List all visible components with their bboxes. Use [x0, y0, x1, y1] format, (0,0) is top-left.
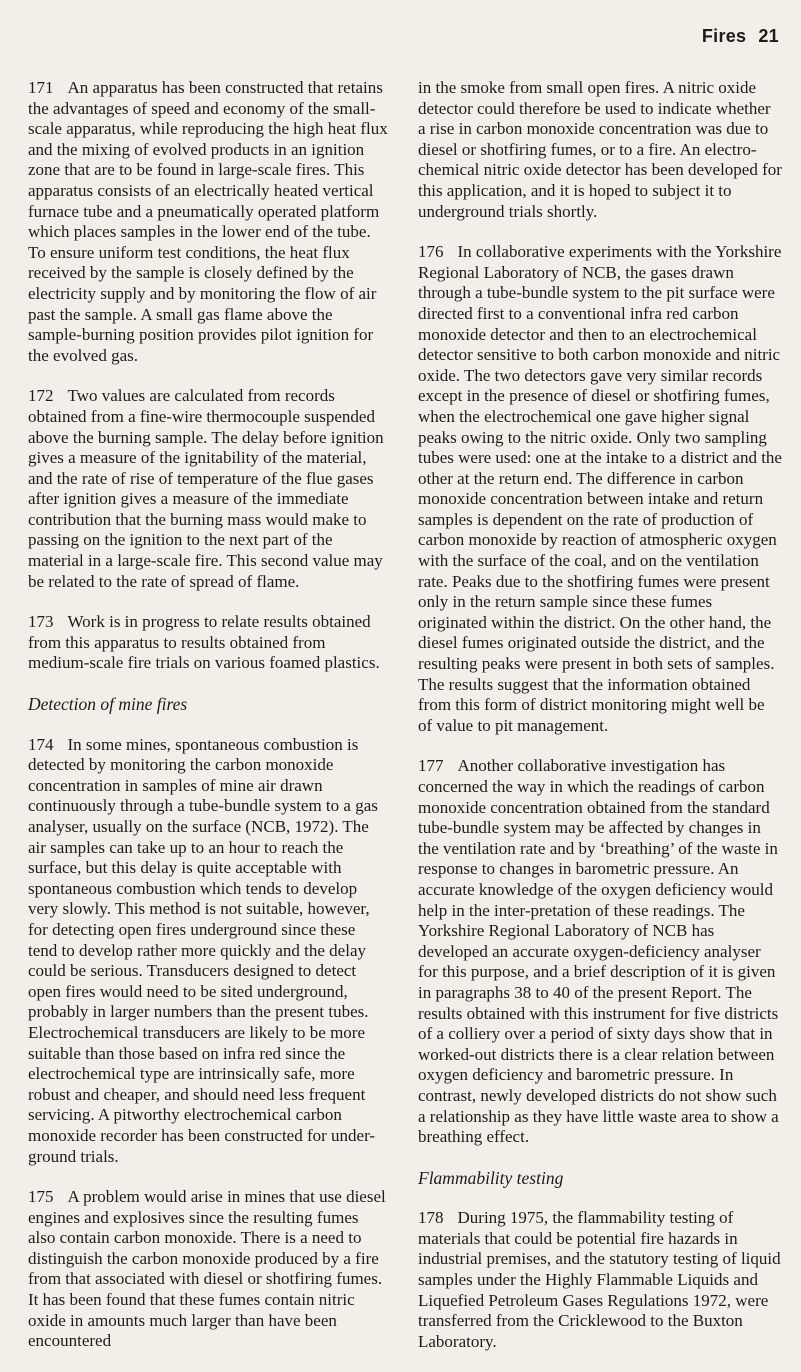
- paragraph-text: An apparatus has been constructed that retains the advantages of speed and economy of the small-scale apparatus, while reproducing the high heat flux and the mixing of evolved products in an ignition zone that are to be found in large-scale fires. This apparatus consists of an electrically heated vertical furnace tube and a pneumatically operated platform which places samples in the lower end of the tube. To ensure uniform test conditions, the heat flux received by the sample is closely defined by the electricity supply and by monitoring the flow of air past the sample. A small gas flame above the sample-burning position provides pilot ignition for the evolved gas.: [28, 78, 388, 365]
- paragraph-number: 172: [28, 386, 54, 406]
- paragraph-172: [28, 386, 388, 592]
- page-number: 21: [758, 26, 779, 46]
- paragraph-number: 176: [418, 242, 444, 262]
- paragraph-number: 175: [28, 1187, 54, 1207]
- paragraph-number: 173: [28, 612, 54, 632]
- paragraph-text: In some mines, spontaneous combustion is detected by monitoring the carbon monoxide concentration in samples of mine air drawn continuously through a tube-bundle system to a gas analyser, usually on the surface (: [28, 734, 378, 836]
- paragraph-number: 174: [28, 734, 54, 754]
- running-title: Fires: [701, 26, 747, 46]
- right-column: [418, 78, 782, 1372]
- paragraph-175: [28, 1187, 388, 1352]
- paragraph-text: has developed an accurate oxygen-deficiency analyser for this purpose, and a brief description of it is given in paragraphs 38 to 40 of the present Report. The results obtained with this instrument for five districts of a colliery over a period of sixty days show that in worked-out districts there is a clear relation between oxygen deficiency and barometric pressure. In contrast, newly developed districts do not show such a relationship as they have little waste area to show a breathing effect.: [418, 921, 779, 1147]
- abbreviation-ncb: NCB: [652, 921, 688, 941]
- paragraph-number: 177: [418, 756, 444, 776]
- paragraph-text: , 1972). The air samples can take up to an hour to reach the surface, but this delay is quite acceptable with spontaneous combustion which tends to develop very slowly. This method is not suitable, however, for detecting open fires underground since these tend to develop rather more quickly and the delay could be serious. Transducers designed to detect open fires would need to be sited underground, probably in larger numbers than the present tubes. Electrochemical transducers are likely to be more suitable than those based on infra red since the electrochemical type are intrinsically safe, more robust and cheaper, and should need less frequent servicing. A pitworthy electrochemical carbon monoxide recorder has been constructed for under-ground trials.: [28, 817, 376, 1166]
- paragraph-text: Two values are calculated from records obtained from a fine-wire thermocouple suspended above the burning sample. The delay before ignition gives a measure of the ignitability of the material, and the rate of rise of temperature of the flue gases after ignition gives a measure of the immediate contribution that the burning mass would make to passing on the ignition to the next part of the material in a large-scale fire. This second value may be related to the rate of spread of flame.: [28, 386, 384, 591]
- paragraph-171: [28, 78, 388, 366]
- paragraph-173: [28, 612, 388, 674]
- paragraph-175-continued: in the smoke from small open fires. A nitric oxide detector could therefore be used to indicate whether a rise in carbon monoxide concentration was due to diesel or shotfiring fumes, or to a fire. An electro-chemical nitric oxide detector has been developed for this application, and it is hoped to subject it to underground trials shortly.: [418, 78, 782, 221]
- paragraph-177: [418, 756, 782, 1147]
- paragraph-number: 178: [418, 1208, 444, 1228]
- paragraph-text: During 1975, the flammability testing of materials that could be potential fire hazards in industrial premises, and the statutory testing of liquid samples under the Highly Flammable Liquids and Liquefied Petroleum Gases Regulations 1972, were transferred from the Cricklewood to the Buxton Laboratory.: [418, 1208, 781, 1351]
- paragraph-176: [418, 242, 782, 736]
- section-heading-flammability: Flammability testing: [418, 1167, 564, 1188]
- paragraph-174: [28, 735, 388, 1167]
- paragraph-text: , the gases drawn through a tube-bundle system to the pit surface were directed first to a conventional infra red carbon monoxide detector and then to an electrochemical detector sensitive to both carbon monoxide and nitric oxide. The two detectors gave very similar records except in the presence of diesel or shotfiring fumes, when the electrochemical one gave higher signal peaks owing to the nitric oxide. Only two sampling tubes were used: one at the intake to a district and the other at the return end. The difference in carbon monoxide concentration between intake and return samples is dependent on the rate of production of carbon monoxide by reaction of atmospheric oxygen with the surface of the coal, and on the ventilation rate. Peaks due to the shotfiring fumes were present only in the return sample since these fumes originated within the district. On the other hand, the diesel fumes originated outside the district, and the resulting peaks were present in both sets of samples. The results suggest that the information obtained from this form of district monitoring might well be of value to pit management.: [418, 262, 782, 735]
- abbreviation-ncb: NCB: [251, 817, 287, 836]
- abbreviation-ncb: NCB: [581, 262, 617, 282]
- paragraph-178: [418, 1208, 782, 1352]
- paragraph-number: 171: [28, 78, 54, 97]
- left-column: [28, 78, 388, 1372]
- paragraph-text: In collaborative experiments with the Yorkshire Regional Laboratory of: [418, 242, 782, 282]
- section-heading-detection: Detection of mine fires: [28, 694, 188, 715]
- paragraph-text: Another collaborative investigation has concerned the way in which the readings of carbon monoxide concentration obtained from the standard tube-bundle system may be affected by changes in the ventilation rate and by ‘breathing’ of the waste in response to changes in barometric pressure. An accurate knowledge of the oxygen deficiency would help in the inter-pretation of these readings. The Yorkshire Regional Laboratory of: [418, 756, 778, 941]
- page-header: [702, 26, 779, 47]
- paragraph-text: Work is in progress to relate results obtained from this apparatus to results obtained from medium-scale fire trials on various foamed plastics.: [28, 612, 380, 673]
- paragraph-text: A problem would arise in mines that use diesel engines and explosives since the resulting fumes also contain carbon monoxide. There is a need to distinguish the carbon monoxide produced by a fire from that associated with diesel or shotfiring fumes. It has been found that these fumes contain nitric oxide in amounts much larger than have been encountered: [28, 1187, 386, 1351]
